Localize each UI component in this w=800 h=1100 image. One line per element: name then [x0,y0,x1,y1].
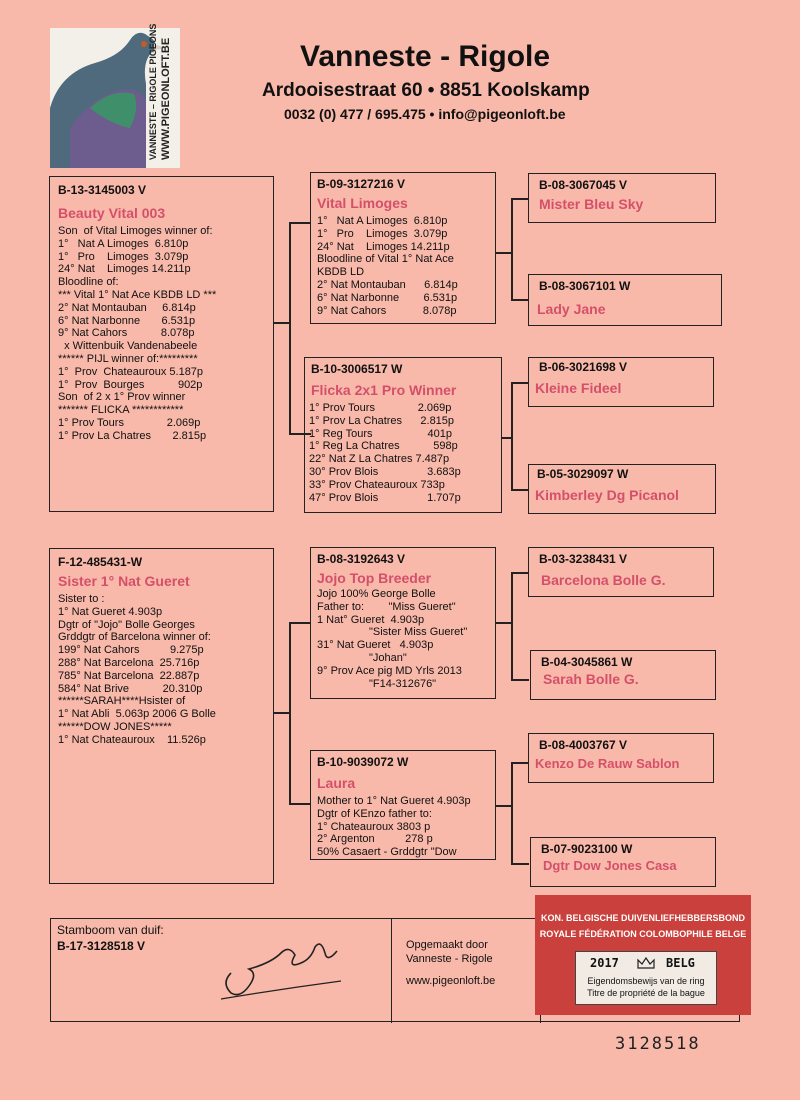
connector-line [273,322,289,324]
detail-line: 47° Prov Blois 1.707p [309,491,461,504]
detail-line: 2° Nat Montauban 6.814p [317,278,458,291]
detail-line: Sister to : [58,593,105,605]
stamboom-ring: B-17-3128518 V [57,939,146,953]
seal-year: 2017 [590,956,619,970]
dam-ring: B-10-3006517 W [311,362,403,376]
stamboom-label: Stamboom van duif: [57,923,164,937]
grandparent-box [528,733,714,783]
detail-line: 199° Nat Cahors 9.275p [58,644,204,657]
ring-certificate [535,895,751,1015]
detail-line: 24° Nat Limoges 14.211p [58,263,191,276]
detail-line: Bloodline of Vital 1° Nat Ace [317,253,454,266]
detail-line: 33° Prov Chateauroux 733p [309,478,445,491]
seal-line-2: ROYALE FÉDÉRATION COLOMBOPHILE BELGE [539,929,747,939]
detail-line: Mother to 1° Nat Gueret 4.903p [317,795,471,807]
connector-line [511,762,513,864]
detail-line: 584° Nat Brive 20.310p [58,682,203,695]
grandparent-ring: B-08-3067101 W [539,279,631,293]
detail-line: KBDB LD [317,266,365,279]
connector-line [495,252,511,254]
connector-line [273,712,289,714]
connector-line [511,489,529,491]
detail-line: 2° Argenton 278 p [317,833,433,846]
detail-line: ******* FLICKA ************ [58,404,184,417]
connector-line [511,198,529,200]
detail-line: 1° Prov Bourges 902p [58,378,203,391]
detail-line: 1° Reg Tours 401p [309,427,452,440]
dam-box [310,750,496,860]
detail-line: "Johan" [317,651,407,664]
detail-line: "Sister Miss Gueret" [317,626,468,639]
connector-line [495,622,511,624]
detail-line: 6° Nat Narbonne 6.531p [317,291,458,304]
detail-line: 1° Prov La Chatres 2.815p [309,414,455,427]
grandparent-name: Kimberley Dg Picanol [535,487,679,503]
detail-line: 6° Nat Narbonne 6.531p [58,314,196,327]
detail-line: Dgtr of "Jojo" Bolle Georges [58,618,195,631]
seal-text-1: Eigendomsbewijs van de ring [587,976,705,986]
logo [50,23,180,168]
made-by-label: Opgemaakt door [406,939,488,951]
connector-line [501,437,511,439]
detail-line: 1° Nat A Limoges 6.810p [317,215,448,227]
detail-line: 9° Nat Cahors 8.078p [58,327,195,340]
connector-line [511,679,529,681]
detail-line: Jojo 100% George Bolle [317,588,436,600]
dam-name: Laura [317,775,356,791]
sire-details [317,588,467,690]
grandparent-box [530,837,716,887]
grandparent-box [528,547,714,597]
detail-line: 1° Pro Limoges 3.079p [58,250,189,263]
seal-line-1: KON. BELGISCHE DUIVENLIEFHEBBERSBOND [540,913,746,923]
logo-vertical-text [140,23,180,168]
detail-line: 1° Nat A Limoges 6.810p [58,237,189,250]
subject-box [49,176,274,512]
page-title: Vanneste - Rigole [300,40,551,73]
connector-line [511,382,513,490]
detail-line: 785° Nat Barcelona 22.887p [58,669,200,682]
detail-line: 1° Prov Tours 2.069p [58,416,201,429]
grandparent-name: Mister Bleu Sky [539,196,644,212]
connector-line [511,762,529,764]
grandparent-box [528,464,716,514]
detail-line: 288° Nat Barcelona 25.716p [58,656,200,669]
signature-icon [211,933,351,1003]
detail-line: Son of 2 x 1° Prov winner [58,391,186,404]
detail-line: 1° Chateauroux 3803 p [317,820,431,833]
seal-country: BELG [666,956,695,970]
detail-line: *** Vital 1° Nat Ace KBDB LD *** [58,288,217,301]
connector-line [289,803,311,805]
detail-line: 1 Nat° Gueret 4.903p [317,613,425,626]
grandparent-ring: B-03-3238431 V [539,552,628,566]
dam-details [317,795,471,859]
detail-line: Grddgtr of Barcelona winner of: [58,631,211,644]
detail-line: Dgtr of KEnzo father to: [317,807,432,820]
detail-line: 22° Nat Z La Chatres 7.487p [309,453,450,466]
connector-line [289,222,311,224]
detail-line: 2° Nat Montauban 6.814p [58,301,196,314]
subject-name: Beauty Vital 003 [58,205,166,221]
detail-line: 30° Prov Blois 3.683p [309,465,461,478]
grandparent-ring: B-08-4003767 V [539,738,628,752]
header-contact: 0032 (0) 477 / 695.475 • info@pigeonloft.be [284,106,566,122]
grandparent-box [528,357,714,407]
connector-line [511,572,529,574]
detail-line: ******DOW JONES***** [58,720,172,733]
detail-line: 1° Pro Limoges 3.079p [317,227,448,240]
subject-box [49,548,274,884]
subject-details [58,593,216,747]
grandparent-name: Barcelona Bolle G. [541,572,666,588]
detail-line: 1° Reg La Chatres 598p [309,440,458,453]
grandparent-ring: B-07-9023100 W [541,842,633,856]
made-by-name: Vanneste - Rigole [406,953,493,965]
detail-line: Bloodline of: [58,276,119,289]
detail-line: 50% Casaert - Grddgtr "Dow [317,846,457,859]
crown-icon [636,956,656,970]
grandparent-box [528,274,722,326]
sire-details [317,215,458,317]
header-address: Ardooisestraat 60 • 8851 Koolskamp [262,80,590,101]
detail-line: 1° Nat Abli 5.063p 2006 G Bolle [58,708,216,721]
detail-line: 31° Nat Gueret 4.903p [317,639,434,652]
connector-line [289,622,311,624]
detail-line: 1° Prov La Chatres 2.815p [58,429,207,442]
connector-line [511,863,529,865]
detail-line: "F14-312676" [317,677,437,690]
subject-details [58,225,216,443]
connector-line [495,805,511,807]
detail-line: 1° Prov Tours 2.069p [309,402,452,414]
grandparent-ring: B-08-3067045 V [539,178,628,192]
logo-text-2: WWW.PIGEONLOFT.BE [160,37,172,160]
connector-line [511,299,529,301]
ring-number: 3128518 [615,1034,701,1054]
logo-text-1: VANNESTE – RIGOLE PIGEONS [148,23,158,160]
connector-line [289,222,291,434]
grandparent-ring: B-05-3029097 W [537,467,629,481]
dam-ring: B-10-9039072 W [317,755,409,769]
subject-ring: B-13-3145003 V [58,183,147,197]
grandparent-name: Lady Jane [537,301,606,317]
subject-ring: F-12-485431-W [58,555,143,569]
grandparent-name: Kenzo De Rauw Sablon [535,756,680,771]
grandparent-ring: B-04-3045861 W [541,655,633,669]
sire-box [310,547,496,699]
grandparent-ring: B-06-3021698 V [539,360,628,374]
sire-ring: B-08-3192643 V [317,552,406,566]
grandparent-name: Dgtr Dow Jones Casa [543,858,677,873]
detail-line: Father to: "Miss Gueret" [317,600,456,613]
maker-box [391,919,541,1023]
detail-line: 9° Nat Cahors 8.078p [317,304,457,317]
sire-ring: B-09-3127216 V [317,177,406,191]
detail-line: ******SARAH****Hsister of [58,695,186,708]
website-link[interactable]: www.pigeonloft.be [406,975,496,987]
detail-line: 24° Nat Limoges 14.211p [317,240,450,253]
dam-details [309,402,461,504]
sire-name: Jojo Top Breeder [317,570,432,586]
seal-text-2: Titre de propriété de la bague [587,988,705,998]
detail-line: 1° Nat Gueret 4.903p [58,605,163,618]
connector-line [511,572,513,680]
grandparent-name: Sarah Bolle G. [543,671,639,687]
dam-name: Flicka 2x1 Pro Winner [311,382,457,398]
detail-line: 1° Prov Chateauroux 5.187p [58,365,204,378]
sire-name: Vital Limoges [317,195,408,211]
detail-line: ****** PIJL winner of:********* [58,352,198,365]
grandparent-box [528,173,716,223]
connector-line [511,382,529,384]
detail-line: 1° Nat Chateauroux 11.526p [58,733,206,746]
detail-line: 9° Prov Ace pig MD Yrls 2013 [317,664,462,677]
grandparent-name: Kleine Fideel [535,380,622,396]
seal-panel [575,951,717,1005]
grandparent-box [530,650,716,700]
subject-name: Sister 1° Nat Gueret [58,573,190,589]
connector-line [511,198,513,300]
detail-line: Son of Vital Limoges winner of: [58,225,213,237]
sire-box [310,172,496,324]
detail-line: x Wittenbuik Vandenabeele [58,340,198,353]
connector-line [289,622,291,804]
dam-box [304,357,502,513]
